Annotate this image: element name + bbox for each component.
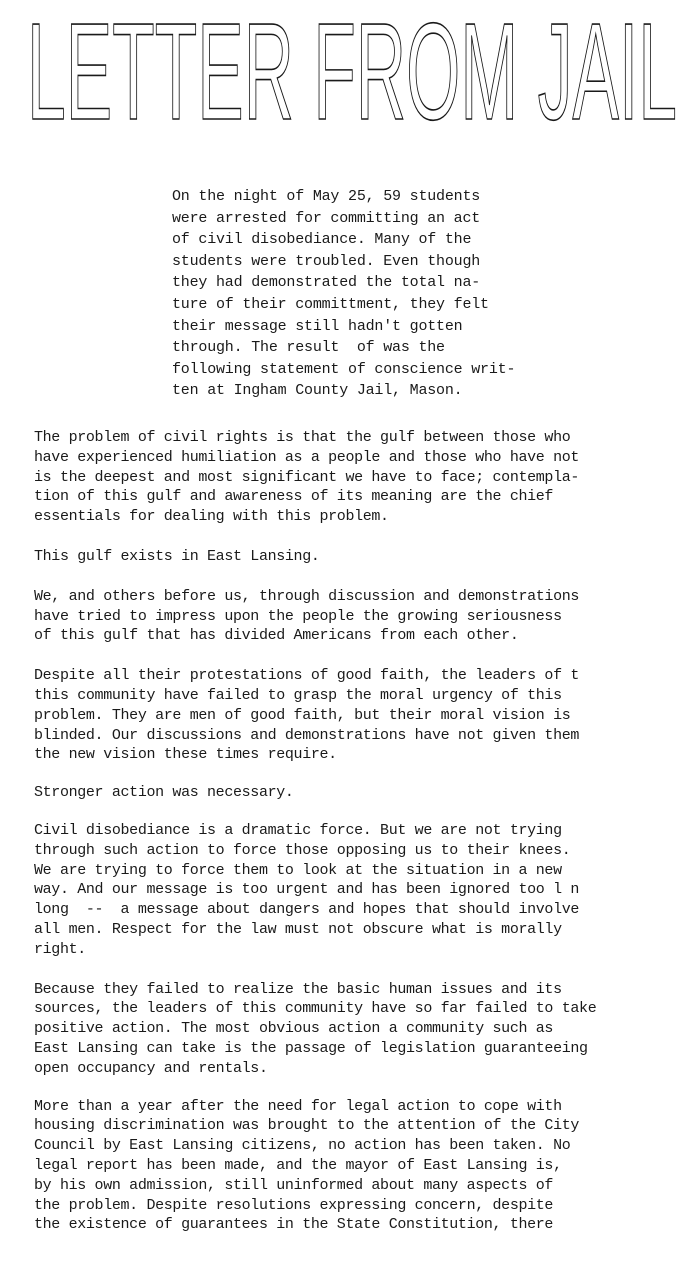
body-line: sources, the leaders of this community have so far failed to take	[34, 1000, 597, 1018]
page-title	[22, 8, 682, 128]
body-line: open occupancy and rentals.	[34, 1059, 268, 1077]
body-paragraph	[34, 821, 689, 960]
body-paragraph	[34, 587, 689, 646]
body-line: all men. Respect for the law must not obscure what is morally	[34, 920, 562, 938]
body-line: housing discrimination was brought to the attention of the City	[34, 1117, 580, 1135]
body-line: legal report has been made, and the mayor of East Lansing is,	[34, 1156, 562, 1174]
body-line: The problem of civil rights is that the gulf between those who	[34, 429, 571, 446]
body-line: Stronger action was necessary.	[34, 784, 294, 802]
body-line: the existence of guarantees in the State Constitution, there	[34, 1216, 554, 1234]
intro-line: were arrested for committing an act	[172, 209, 481, 227]
body-paragraph	[34, 783, 689, 803]
body-line: Civil disobediance is a dramatic force. But we are not trying	[34, 821, 562, 839]
intro-line: students were troubled. Even though	[172, 252, 481, 270]
body-line: essentials for dealing with this problem.	[34, 508, 389, 526]
letter-body	[34, 428, 689, 1235]
intro-line: they had demonstrated the total na-	[172, 274, 481, 292]
intro-line: following statement of conscience writ-	[172, 360, 516, 378]
body-line: We, and others before us, through discussion and demonstrations	[34, 587, 580, 605]
body-line: tion of this gulf and awareness of its meaning are the chief	[34, 488, 554, 506]
intro-line: On the night of May 25, 59 students	[172, 188, 481, 205]
body-line: Despite all their protestations of good faith, the leaders of t	[34, 667, 580, 685]
body-paragraph	[34, 980, 689, 1079]
body-line: Because they failed to realize the basic human issues and its	[34, 980, 562, 998]
intro-paragraph	[172, 186, 572, 402]
body-line: This gulf exists in East Lansing.	[34, 547, 320, 565]
body-paragraph	[34, 547, 689, 567]
body-line: East Lansing can take is the passage of legislation guaranteeing	[34, 1039, 588, 1057]
intro-line: through. The result of was the	[172, 339, 445, 357]
body-line: More than a year after the need for legal action to cope with	[34, 1097, 562, 1115]
body-paragraph	[34, 666, 689, 765]
body-line: of this gulf that has divided Americans from each other.	[34, 627, 519, 645]
body-paragraph	[34, 428, 689, 527]
body-paragraph	[34, 1097, 689, 1236]
body-line: We are trying to force them to look at the situation in a new	[34, 861, 562, 879]
body-line: long -- a message about dangers and hopes that should involve	[34, 901, 580, 919]
body-line: through such action to force those opposing us to their knees.	[34, 841, 571, 859]
body-line: problem. They are men of good faith, but their moral vision is	[34, 706, 571, 724]
intro-line: ture of their committment, they felt	[172, 295, 489, 313]
intro-line: their message still hadn't gotten	[172, 317, 463, 335]
body-line: is the deepest and most significant we have to face; contempla-	[34, 468, 580, 486]
body-line: the new vision these times require.	[34, 746, 337, 764]
intro-line: of civil disobediance. Many of the	[172, 231, 472, 249]
body-line: the problem. Despite resolutions expressing concern, despite	[34, 1196, 554, 1214]
title-text: LETTER FROM JAIL	[27, 8, 677, 128]
body-line: right.	[34, 940, 86, 958]
intro-line: ten at Ingham County Jail, Mason.	[172, 382, 463, 400]
body-line: way. And our message is too urgent and has been ignored too l n	[34, 881, 580, 899]
title-graphic	[22, 8, 682, 128]
body-line: have experienced humiliation as a people and those who have not	[34, 448, 580, 466]
body-line: by his own admission, still uninformed about many aspects of	[34, 1176, 554, 1194]
body-line: have tried to impress upon the people the growing seriousness	[34, 607, 562, 625]
body-line: blinded. Our discussions and demonstrations have not given them	[34, 726, 580, 744]
body-line: positive action. The most obvious action a community such as	[34, 1020, 554, 1038]
body-line: Council by East Lansing citizens, no action has been taken. No	[34, 1137, 571, 1155]
body-line: this community have failed to grasp the moral urgency of this	[34, 686, 562, 704]
